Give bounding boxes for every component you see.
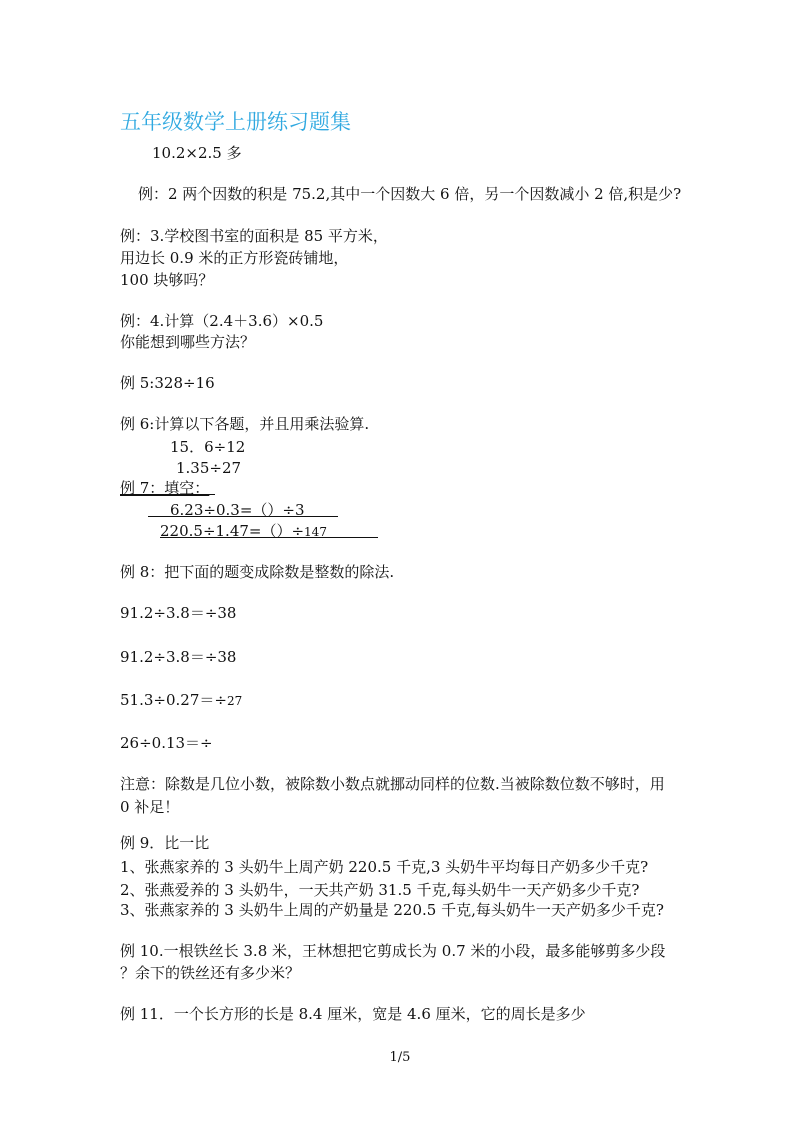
text-line: 100 块够吗？ xyxy=(120,271,214,289)
example-9: 例 9．比一比 xyxy=(120,834,210,852)
example-4: 例：4.计算（2.4＋3.6）×0.5 xyxy=(120,312,324,330)
note: 注意：除数是几位小数，被除数小数点就挪动同样的位数.当被除数位数不够时，用 xyxy=(120,775,665,793)
fill-blank-divisor: 147 xyxy=(304,525,327,539)
document-title: 五年级数学上册练习题集 xyxy=(120,110,351,134)
example-7: 例 7：填空： xyxy=(120,479,210,497)
example-2: 例：2 两个因数的积是 75.2,其中一个因数大 6 倍，另一个因数减小 2 倍,积是少? xyxy=(138,185,682,203)
example-10: 例 10.一根铁丝长 3.8 米，王林想把它剪成长为 0.7 米的小段，最多能够剪多少段 xyxy=(120,942,666,960)
text-line: 10.2×2.5 多 xyxy=(152,144,242,162)
text-line: 用边长 0.9 米的正方形瓷砖铺地， xyxy=(120,249,349,267)
exercise-line: 26÷0.13＝÷ xyxy=(120,734,213,752)
fill-blank-text: 220.5÷1.47=（）÷ xyxy=(160,522,305,540)
exercise-text: 51.3÷0.27＝÷ xyxy=(120,691,227,709)
example-6: 例 6:计算以下各题，并且用乘法验算. xyxy=(120,415,370,433)
underline xyxy=(148,516,338,517)
note-continued: 0 补足！ xyxy=(120,798,180,816)
text-line: 你能想到哪些方法？ xyxy=(120,333,256,351)
exercise-line: 91.2÷3.8＝÷38 xyxy=(120,604,237,622)
fill-blank-line xyxy=(160,521,327,542)
question-3: 3、张燕家养的 3 头奶牛上周的产奶量是 220.5 千克,每头奶牛一天产奶多少千克? xyxy=(120,901,664,919)
underline xyxy=(160,537,378,538)
page-number: 1/5 xyxy=(389,1050,411,1065)
text-line: ？余下的铁丝还有多少米？ xyxy=(120,964,301,982)
example-3: 例：3.学校图书室的面积是 85 平方米， xyxy=(120,227,388,245)
example-11: 例 11．一个长方形的长是 8.4 厘米，宽是 4.6 厘米，它的周长是多少 xyxy=(120,1005,586,1023)
question-2: 2、张燕爱养的 3 头奶牛，一天共产奶 31.5 千克,每头奶牛一天产奶多少千克? xyxy=(120,881,640,899)
underline xyxy=(120,494,215,495)
exercise-divisor: 27 xyxy=(226,694,243,708)
exercise-line: 1.35÷27 xyxy=(176,459,242,477)
example-5: 例 5:328÷16 xyxy=(120,374,215,392)
fill-blank-line: 6.23÷0.3=（）÷3 xyxy=(170,501,305,519)
exercise-line: 91.2÷3.8＝÷38 xyxy=(120,648,237,666)
exercise-line xyxy=(120,690,242,711)
question-1: 1、张燕家养的 3 头奶牛上周产奶 220.5 千克,3 头奶牛平均每日产奶多少千克? xyxy=(120,858,649,876)
exercise-line: 15．6÷12 xyxy=(170,438,246,456)
example-8: 例 8：把下面的题变成除数是整数的除法. xyxy=(120,563,395,581)
